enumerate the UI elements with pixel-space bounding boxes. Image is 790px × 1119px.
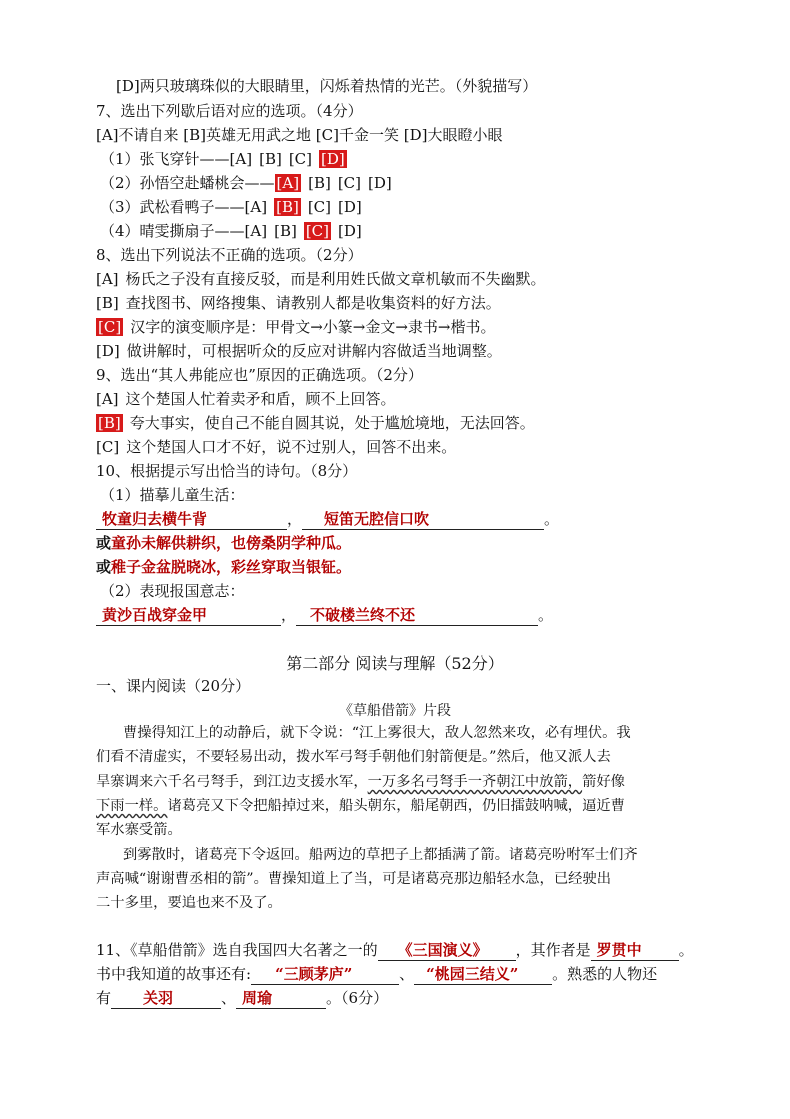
q10-stem: 10、根据提示写出恰当的诗句。（8分） [96,462,358,480]
q11-stem-d: 书中我知道的故事还有: [96,965,252,983]
q11-line-1 [96,940,694,961]
q8-option-d-mark: [D] [96,342,120,360]
q9-option-c-mark: [C] [96,438,120,456]
q8-option-c-mark: [C] [98,318,122,336]
q8-option-d[interactable] [96,341,502,361]
q10-alt-line-2 [96,557,351,577]
q7-item-4 [100,221,362,241]
q11-line-2 [96,964,657,985]
q11-stem-f: 有 [96,989,112,1007]
q9-option-b-selected[interactable] [96,413,535,433]
passage-p1-line-3a: 旱寨调来六千名弓弩手，到江边支援水军， [96,774,368,790]
q11-story-1-answer[interactable]: “三顾茅庐” [251,964,399,985]
passage-p1-line-5: 军水寨受箭。 [96,822,182,838]
q7-item-3-choice-a[interactable]: [A] [244,198,268,216]
q7-item-1-choice-c[interactable]: [C] [288,150,313,168]
q9-option-a-text: 这个楚国人忙着卖矛和盾，顾不上回答。 [125,390,396,408]
q7-item-2 [100,173,392,193]
q7-item-1-choice-d-selected[interactable]: [D] [321,150,345,168]
q11-stem-e: 。熟悉的人物还 [552,965,658,983]
q9-option-c-text: 这个楚国人口才不好，说不过别人，回答不出来。 [126,438,457,456]
q10-sub2: （2）表现报国意志： [100,582,245,600]
q7-item-3-choice-d[interactable]: [D] [338,198,362,216]
passage-p2-line-2: 声高喊“谢谢曹丞相的箭”。曹操知道上了当，可是诸葛亮那边船轻水急，已经驶出 [96,871,612,887]
passage-p1-line-1: 曹操得知江上的动静后，就下令说：“江上雾很大，敌人忽然来攻，必有埋伏。我 [123,725,631,741]
part2-title: 第二部分 阅读与理解（52分） [286,654,504,673]
q8-option-c-selected[interactable] [96,317,495,337]
q7-item-4-choice-c-selected[interactable]: [C] [305,222,330,240]
q7-item-4-choice-a[interactable]: [A] [244,222,268,240]
q7-item-3-choice-c[interactable]: [C] [307,198,332,216]
q9-stem: 9、选出“其人弗能应也”原因的正确选项。（2分） [96,366,423,384]
q7-item-2-choice-a-selected[interactable]: [A] [276,174,300,192]
q10-period-1: 。 [544,510,560,528]
passage-p1-line-3c: 箭好像 [582,774,625,790]
q7-stem: 7、选出下列歇后语对应的选项。（4分） [96,102,363,120]
q7-item-3 [100,197,362,217]
passage-p2-line-3: 二十多里，要追也来不及了。 [96,895,282,911]
q11-sep-2: 、 [221,989,237,1007]
passage-p2-line-1: 到雾散时，诸葛亮下令返回。船两边的草把子上都插满了箭。诸葛亮吩咐军士们齐 [123,847,638,863]
q10-comma-2: ， [281,606,297,624]
q10-period-2: 。 [538,606,554,624]
q7-item-1-text: （1）张飞穿针—— [100,150,230,168]
q10-answer-2a[interactable]: 黄沙百战穿金甲 [96,605,281,626]
q11-book-answer[interactable]: 《三国演义》 [378,940,516,961]
passage-p1-line-3 [96,770,625,795]
q9-option-b-text: 夸大事实，使自己不能自圆其说，处于尴尬境地，无法回答。 [129,414,535,432]
q6-option-d: [D]两只玻璃珠似的大眼睛里，闪烁着热情的光芒。（外貌描写） [116,77,538,95]
q10-answer-2b[interactable]: 不破楼兰终不还 [296,605,538,626]
q11-stem-g: 。（6分） [326,989,389,1007]
q7-item-3-text: （3）武松看鸭子—— [100,198,245,216]
q8-option-a-mark: [A] [96,270,119,288]
q7-item-4-text: （4）晴雯撕扇子—— [100,222,245,240]
q11-line-3 [96,988,388,1009]
q10-comma-1: ， [287,510,303,528]
q10-or-2: 或 [96,558,112,576]
q7-options: [A]不请自来 [B]英雄无用武之地 [C]千金一笑 [D]大眼瞪小眼 [96,126,503,144]
q10-sub1: （1）描摹儿童生活： [100,486,245,504]
passage-p1-line-4b: 诸葛亮又下令把船掉过来，船头朝东，船尾朝西，仍旧擂鼓呐喊，逼近曹 [167,798,625,814]
q10-answer-line-2 [96,605,553,626]
q11-author-answer[interactable]: 罗贯中 [591,940,679,961]
q8-option-c-text: 汉字的演变顺序是：甲骨文→小篆→金文→隶书→楷书。 [130,318,496,336]
q10-answer-1b[interactable]: 短笛无腔信口吹 [302,509,544,530]
q9-option-a[interactable] [96,389,396,409]
passage-p1-wavy-2: 下雨一样。 [96,798,168,814]
q10-or-1: 或 [96,534,112,552]
q8-option-b-text: 查找图书、网络搜集、请教别人都是收集资料的好方法。 [125,294,501,312]
q7-item-3-choice-b-selected[interactable]: [B] [276,198,299,216]
q10-alt-answer-2: 稚子金盆脱晓冰，彩丝穿取当银钲。 [111,558,352,576]
q10-answer-1a[interactable]: 牧童归去横牛背 [96,509,287,530]
q7-item-2-choice-b[interactable]: [B] [308,174,331,192]
q8-option-a-text: 杨氏之子没有直接反驳，而是利用姓氏做文章机敏而不失幽默。 [125,270,546,288]
q11-character-2-answer[interactable]: 周瑜 [236,988,326,1009]
q8-option-d-text: 做讲解时，可根据听众的反应对讲解内容做适当地调整。 [126,342,502,360]
q10-alt-line-1 [96,533,351,553]
q7-item-4-choice-d[interactable]: [D] [338,222,362,240]
q8-stem: 8、选出下列说法不正确的选项。（2分） [96,246,363,264]
q7-item-1-choice-b[interactable]: [B] [259,150,282,168]
q11-sep-1: 、 [399,965,415,983]
part2-section-heading: 一、课内阅读（20分） [96,677,251,695]
q11-stem-b: ，其作者是 [515,941,591,959]
q7-item-2-choice-d[interactable]: [D] [368,174,392,192]
q8-option-a[interactable] [96,269,546,289]
q7-item-2-choice-c[interactable]: [C] [337,174,362,192]
passage-p1-line-2: 们看不清虚实，不要轻易出动，拨水军弓弩手朝他们射箭便是。”然后，他又派人去 [96,749,611,765]
q11-stem-c: 。 [678,941,694,959]
q11-story-2-answer[interactable]: “桃园三结义” [414,964,552,985]
q11-character-1-answer[interactable]: 关羽 [111,988,221,1009]
q9-option-b-mark: [B] [98,414,121,432]
q7-item-2-text: （2）孙悟空赴蟠桃会—— [100,174,275,192]
q8-option-b-mark: [B] [96,294,119,312]
q7-item-1-choice-a[interactable]: [A] [229,150,253,168]
q7-item-1 [100,149,347,169]
passage-p1-line-4 [96,794,625,819]
passage-p1-wavy-1: 一万多名弓弩手一齐朝江中放箭， [367,774,583,790]
q11-stem-a: 11、《草船借箭》选自我国四大名著之一的 [96,941,378,959]
q9-option-c[interactable] [96,437,456,457]
q8-option-b[interactable] [96,293,501,313]
q9-option-a-mark: [A] [96,390,119,408]
passage-title: 《草船借箭》片段 [339,703,451,719]
q10-alt-answer-1: 童孙未解供耕织，也傍桑阴学种瓜。 [111,534,352,552]
q7-item-4-choice-b[interactable]: [B] [274,222,297,240]
q10-answer-line-1 [96,509,559,530]
